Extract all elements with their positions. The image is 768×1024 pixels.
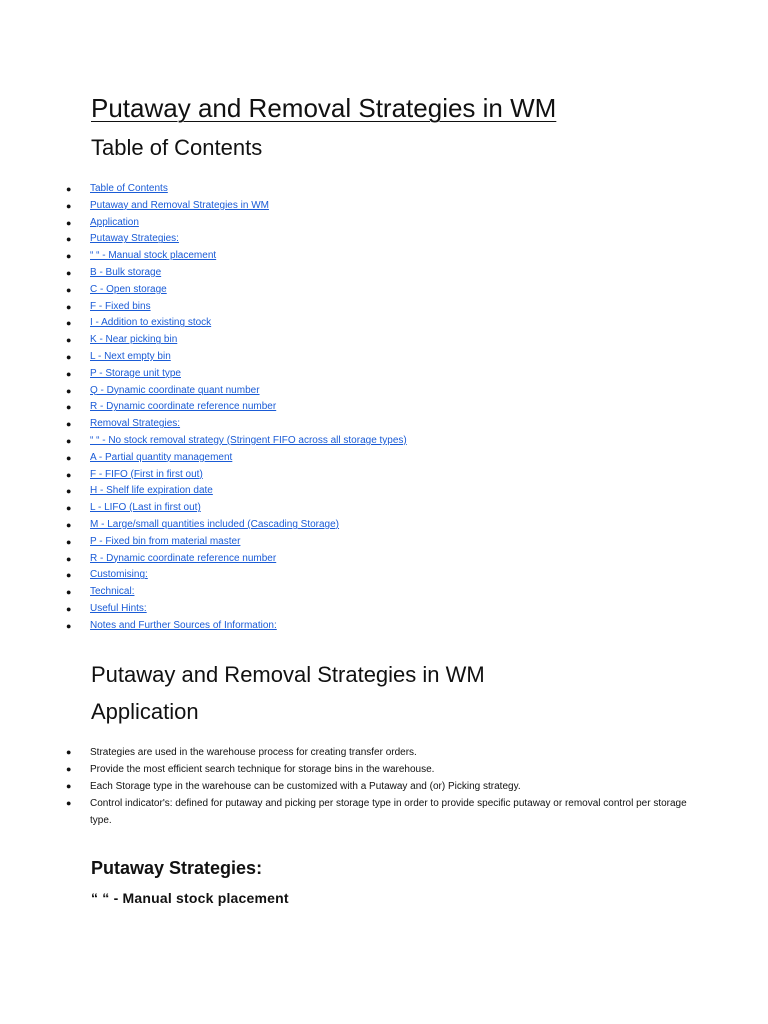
- toc-link[interactable]: Putaway and Removal Strategies in WM: [90, 199, 269, 211]
- manual-placement-heading: “ “ - Manual stock placement: [91, 890, 289, 906]
- bullet-icon: ●: [66, 385, 72, 396]
- bullet-icon: ●: [66, 536, 72, 547]
- bullet-icon: ●: [66, 351, 72, 362]
- toc-link[interactable]: R - Dynamic coordinate reference number: [90, 401, 277, 413]
- list-item: [0, 744, 768, 761]
- toc-link[interactable]: A - Partial quantity management: [90, 451, 233, 463]
- list-item: [0, 761, 768, 778]
- list-item-text: Provide the most efficient search technique for storage bins in the warehouse.: [90, 764, 435, 775]
- bullet-icon: ●: [66, 798, 72, 808]
- bullet-icon: ●: [66, 781, 72, 791]
- list-item-text: Strategies are used in the warehouse process for creating transfer orders.: [90, 747, 417, 758]
- toc-link[interactable]: P - Storage unit type: [90, 367, 181, 379]
- toc-link[interactable]: Customising:: [90, 569, 148, 581]
- list-item-text: Control indicator's: defined for putaway and picking per storage type in order to provide specific putaway or removal control per storage type.: [90, 798, 687, 826]
- bullet-icon: ●: [66, 402, 72, 413]
- toc-link[interactable]: C - Open storage: [90, 283, 167, 295]
- bullet-icon: ●: [66, 217, 72, 228]
- toc-link[interactable]: Putaway Strategies:: [90, 233, 179, 245]
- toc-link[interactable]: Useful Hints:: [90, 602, 147, 614]
- bullet-icon: ●: [66, 452, 72, 463]
- toc-link[interactable]: I - Addition to existing stock: [90, 317, 212, 329]
- toc-link[interactable]: M - Large/small quantities included (Cascading Storage): [90, 518, 340, 530]
- list-item: [0, 795, 768, 829]
- toc-link[interactable]: Table of Contents: [90, 183, 168, 194]
- bullet-icon: ●: [66, 764, 72, 774]
- toc-link[interactable]: Q - Dynamic coordinate quant number: [90, 384, 260, 396]
- toc-link[interactable]: Notes and Further Sources of Information:: [90, 619, 277, 631]
- list-item: [0, 778, 768, 795]
- bullet-icon: ●: [66, 200, 72, 211]
- toc-link[interactable]: F - Fixed bins: [90, 300, 151, 312]
- toc-link[interactable]: F - FIFO (First in first out): [90, 468, 203, 480]
- bullet-icon: ●: [66, 267, 72, 278]
- toc-link[interactable]: K - Near picking bin: [90, 334, 178, 346]
- toc-link[interactable]: P - Fixed bin from material master: [90, 535, 241, 547]
- bullet-icon: ●: [66, 587, 72, 598]
- toc-link[interactable]: Technical:: [90, 586, 135, 598]
- bullet-icon: ●: [66, 184, 72, 194]
- bullet-icon: ●: [66, 503, 72, 514]
- toc-link[interactable]: B - Bulk storage: [90, 266, 162, 278]
- bullet-icon: ●: [66, 419, 72, 430]
- bullet-icon: ●: [66, 251, 72, 262]
- putaway-strategies-heading: Putaway Strategies:: [91, 858, 263, 878]
- application-heading: Application: [91, 699, 199, 724]
- toc-link[interactable]: L - LIFO (Last in first out): [90, 502, 201, 514]
- bullet-icon: ●: [66, 284, 72, 295]
- bullet-icon: ●: [66, 368, 72, 379]
- list-item-text: Each Storage type in the warehouse can be customized with a Putaway and (or) Picking strategy.: [90, 781, 521, 792]
- toc-link[interactable]: Removal Strategies:: [90, 418, 181, 430]
- document-title: Putaway and Removal Strategies in WM: [91, 93, 557, 123]
- bullet-icon: ●: [66, 234, 72, 245]
- bullet-icon: ●: [66, 570, 72, 581]
- bullet-icon: ●: [66, 335, 72, 346]
- toc-link[interactable]: R - Dynamic coordinate reference number: [90, 552, 277, 564]
- bullet-icon: ●: [66, 747, 72, 757]
- bullet-icon: ●: [66, 603, 72, 614]
- toc-link[interactable]: L - Next empty bin: [90, 350, 171, 362]
- bullet-icon: ●: [66, 553, 72, 564]
- toc-link[interactable]: Application: [90, 216, 139, 228]
- bullet-icon: ●: [66, 620, 72, 631]
- bullet-icon: ●: [66, 318, 72, 329]
- bullet-icon: ●: [66, 486, 72, 497]
- toc-heading: Table of Contents: [91, 135, 263, 160]
- toc-link[interactable]: “ “ - Manual stock placement: [90, 250, 217, 262]
- bullet-icon: ●: [66, 435, 72, 446]
- bullet-icon: ●: [66, 519, 72, 530]
- toc-link[interactable]: H - Shelf life expiration date: [90, 485, 213, 497]
- application-list: [0, 744, 768, 829]
- bullet-icon: ●: [66, 301, 72, 312]
- toc-link[interactable]: “ “ - No stock removal strategy (Stringent FIFO across all storage types): [90, 434, 407, 446]
- bullet-icon: ●: [66, 469, 72, 480]
- section-heading: Putaway and Removal Strategies in WM: [91, 662, 485, 687]
